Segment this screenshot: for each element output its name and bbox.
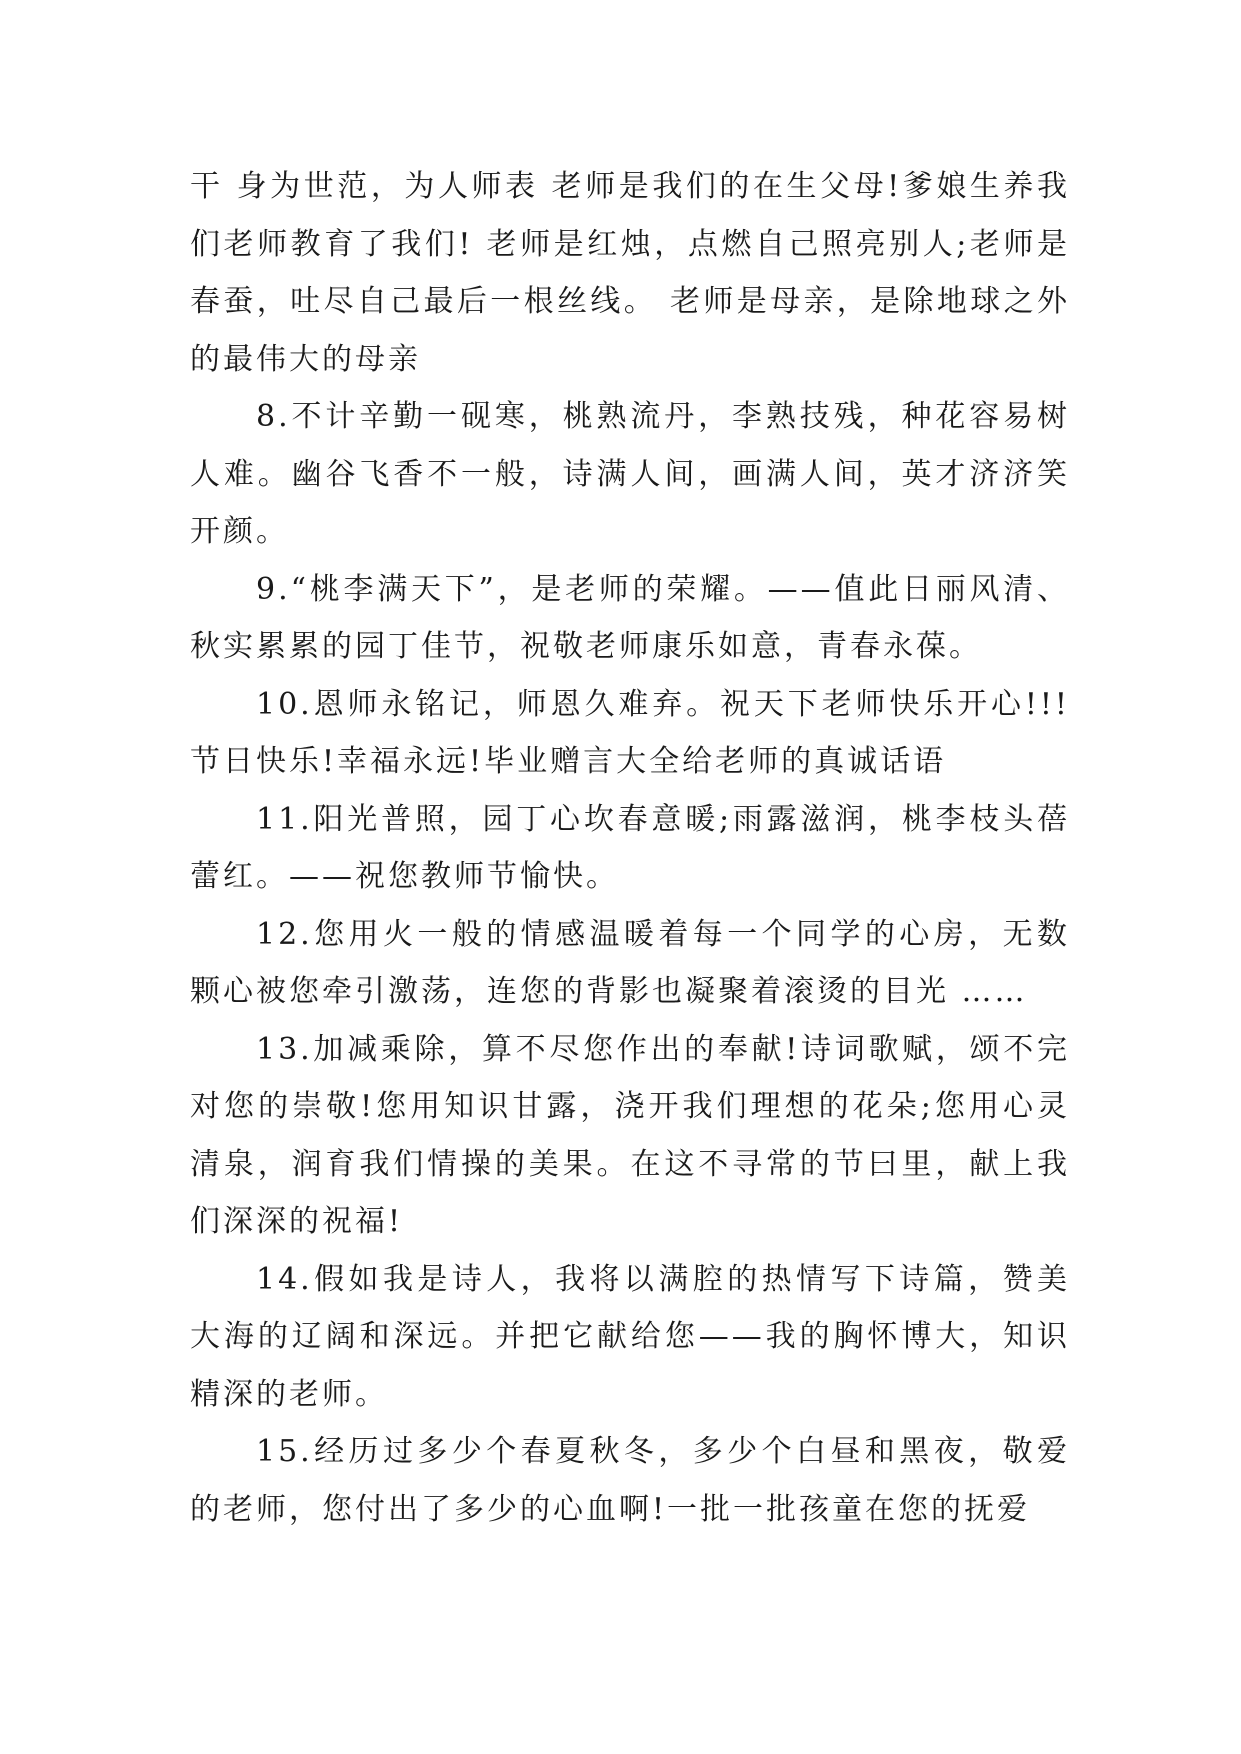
paragraph-continuation: 干 身为世范，为人师表 老师是我们的在生父母!爹娘生养我们老师教育了我们! 老师是红烛，点燃自己照亮别人;老师是春蚕，吐尽自己最后一根丝线。 老师是母亲，是除地球之外的最伟大的母亲	[190, 169, 1070, 377]
paragraph-item-8: 8.不计辛勤一砚寒，桃熟流丹，李熟技残，种花容易树人难。幽谷飞香不一般，诗满人间，画满人间，英才济济笑开颜。	[190, 399, 1070, 549]
paragraph-item-10: 10.恩师永铭记，师恩久难弃。祝天下老师快乐开心!!!节日快乐!幸福永远!毕业赠言大全给老师的真诚话语	[190, 686, 1070, 779]
paragraph-item-14: 14.假如我是诗人，我将以满腔的热情写下诗篇，赞美大海的辽阔和深远。并把它献给您——我的胸怀博大，知识精深的老师。	[190, 1261, 1070, 1412]
paragraph-item-12: 12.您用火一般的情感温暖着每一个同学的心房，无数颗心被您牵引激荡，连您的背影也凝聚着滚烫的目光 ……	[190, 916, 1070, 1009]
paragraph-item-13: 13.加减乘除，算不尽您作出的奉献!诗词歌赋，颂不完对您的崇敬!您用知识甘露，浇开我们理想的花朵;您用心灵清泉，润育我们情操的美果。在这不寻常的节曰里，献上我们深深的祝福!	[190, 1031, 1070, 1239]
paragraph-item-11: 11.阳光普照，园丁心坎春意暖;雨露滋润，桃李枝头蓓蕾红。——祝您教师节愉快。	[190, 801, 1070, 894]
paragraph-item-9: 9.“桃李满天下”，是老师的荣耀。——值此日丽风清、秋实累累的园丁佳节，祝敬老师康乐如意，青春永葆。	[190, 571, 1070, 664]
paragraph-item-15: 15.经历过多少个春夏秋冬，多少个白昼和黑夜，敬爱的老师，您付出了多少的心血啊!一批一批孩童在您的抚爱	[190, 1434, 1070, 1527]
document-body	[190, 158, 1070, 1538]
